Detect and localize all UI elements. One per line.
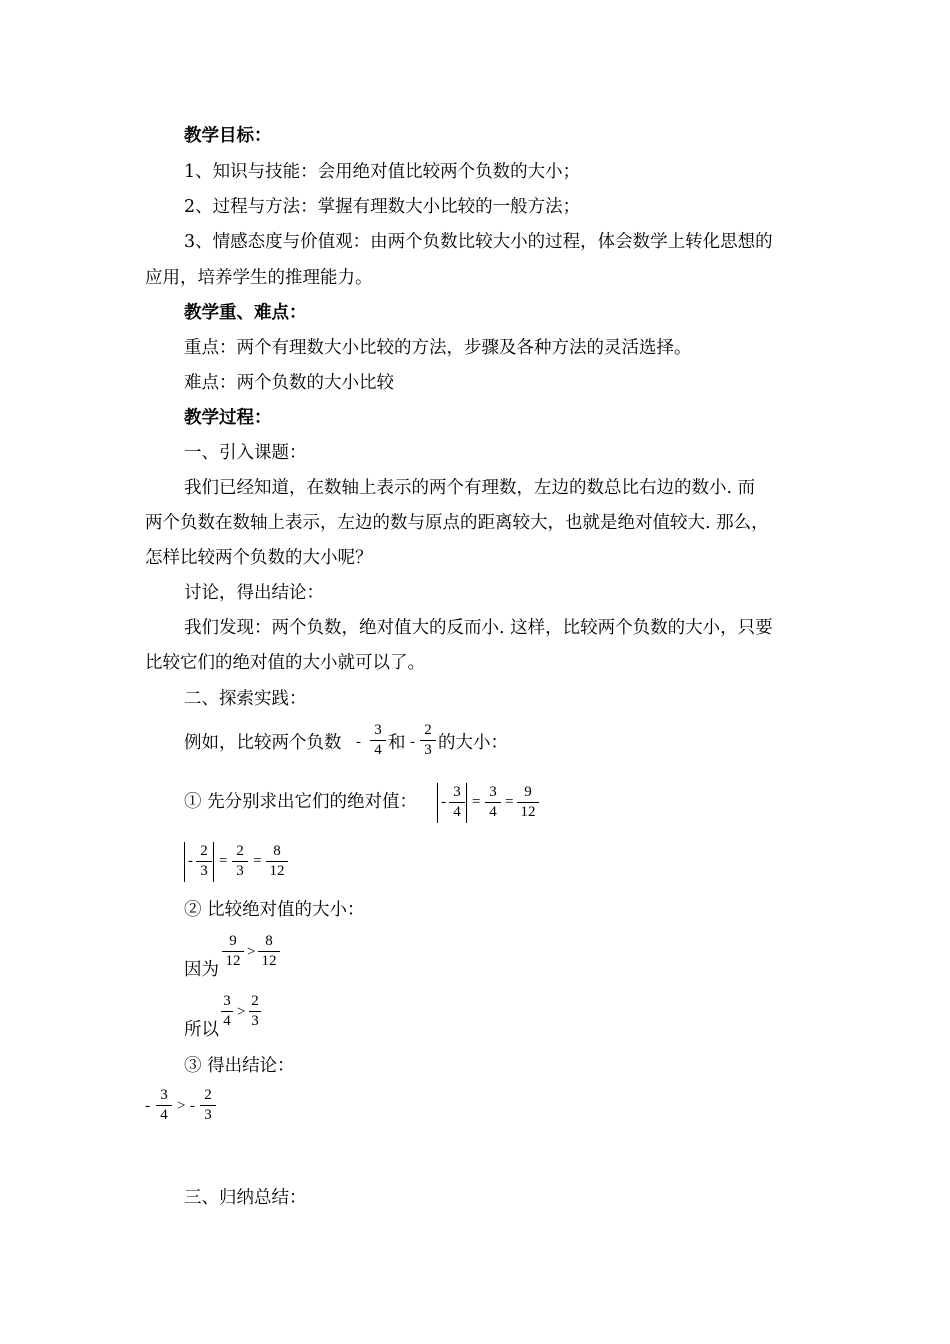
equals-sign: =: [253, 853, 262, 869]
fraction-9-12: 9 12: [517, 785, 539, 820]
greater-than-sign: >: [237, 1004, 246, 1020]
minus-sign: -: [441, 794, 446, 810]
objective-item-2: 2、过程与方法：掌握有理数大小比较的一般方法；: [184, 197, 581, 217]
minus-sign: -: [145, 1098, 150, 1114]
explore-heading: 二、探索实践：: [184, 689, 307, 709]
fraction-2-3: 2 3: [196, 844, 212, 879]
fraction-9-12: 9 12: [222, 934, 244, 969]
because-label: 因为: [184, 960, 219, 980]
objective-item-3-cont: 应用，培养学生的推理能力。: [145, 268, 373, 288]
fraction-3-4: 3 4: [370, 723, 386, 758]
greater-than-sign: >: [177, 1098, 186, 1114]
fraction-3-4: 3 4: [221, 994, 233, 1029]
fraction-2-3: 2 3: [420, 723, 436, 758]
equals-sign: =: [219, 853, 228, 869]
difficult-point: 难点：两个负数的大小比较: [184, 373, 394, 393]
greater-than-sign: >: [247, 944, 256, 960]
objectives-heading: 教学目标：: [184, 126, 272, 146]
intro-heading: 一、引入课题：: [184, 443, 307, 463]
step-1-label: ① 先分别求出它们的绝对值：: [184, 792, 418, 812]
objective-item-3: 3、情感态度与价值观：由两个负数比较大小的过程，体会数学上转化思想的: [184, 232, 773, 252]
keypoints-heading: 教学重、难点：: [184, 303, 307, 323]
fraction-3-4: 3 4: [156, 1088, 172, 1123]
minus-sign: -: [410, 734, 415, 750]
example-suffix: 的大小：: [438, 733, 508, 753]
example-and: 和: [388, 733, 406, 753]
intro-line-2: 两个负数在数轴上表示，左边的数与原点的距离较大，也就是绝对值较大. 那么，: [145, 513, 769, 533]
process-heading: 教学过程：: [184, 408, 272, 428]
so-label: 所以: [184, 1020, 219, 1040]
example-prefix: 例如，比较两个负数: [184, 733, 342, 753]
fraction-2-3: 2 3: [200, 1088, 216, 1123]
finding-line-2: 比较它们的绝对值的大小就可以了。: [145, 653, 425, 673]
intro-line-1: 我们已经知道，在数轴上表示的两个有理数，左边的数总比右边的数小. 而: [184, 478, 756, 498]
equals-sign: =: [505, 794, 514, 810]
minus-sign: -: [356, 734, 361, 750]
objective-item-1: 1、知识与技能：会用绝对值比较两个负数的大小；: [184, 162, 581, 182]
key-point: 重点：两个有理数大小比较的方法，步骤及各种方法的灵活选择。: [184, 338, 692, 358]
summary-heading: 三、归纳总结：: [184, 1188, 307, 1208]
fraction-8-12: 8 12: [258, 934, 280, 969]
intro-line-3: 怎样比较两个负数的大小呢？: [145, 548, 373, 568]
fraction-2-3: 2 3: [249, 994, 261, 1029]
fraction-3-4: 3 4: [449, 785, 465, 820]
equals-sign: =: [472, 794, 481, 810]
minus-sign: -: [190, 1098, 195, 1114]
discussion-label: 讨论，得出结论：: [184, 583, 324, 603]
fraction-8-12: 8 12: [266, 844, 288, 879]
step-3-label: ③ 得出结论：: [184, 1056, 295, 1076]
step-2-label: ② 比较绝对值的大小：: [184, 900, 365, 920]
finding-line-1: 我们发现：两个负数，绝对值大的反而小. 这样，比较两个负数的大小，只要: [184, 618, 773, 638]
fraction-3-4: 3 4: [485, 785, 501, 820]
fraction-2-3: 2 3: [232, 844, 248, 879]
minus-sign: -: [188, 853, 193, 869]
